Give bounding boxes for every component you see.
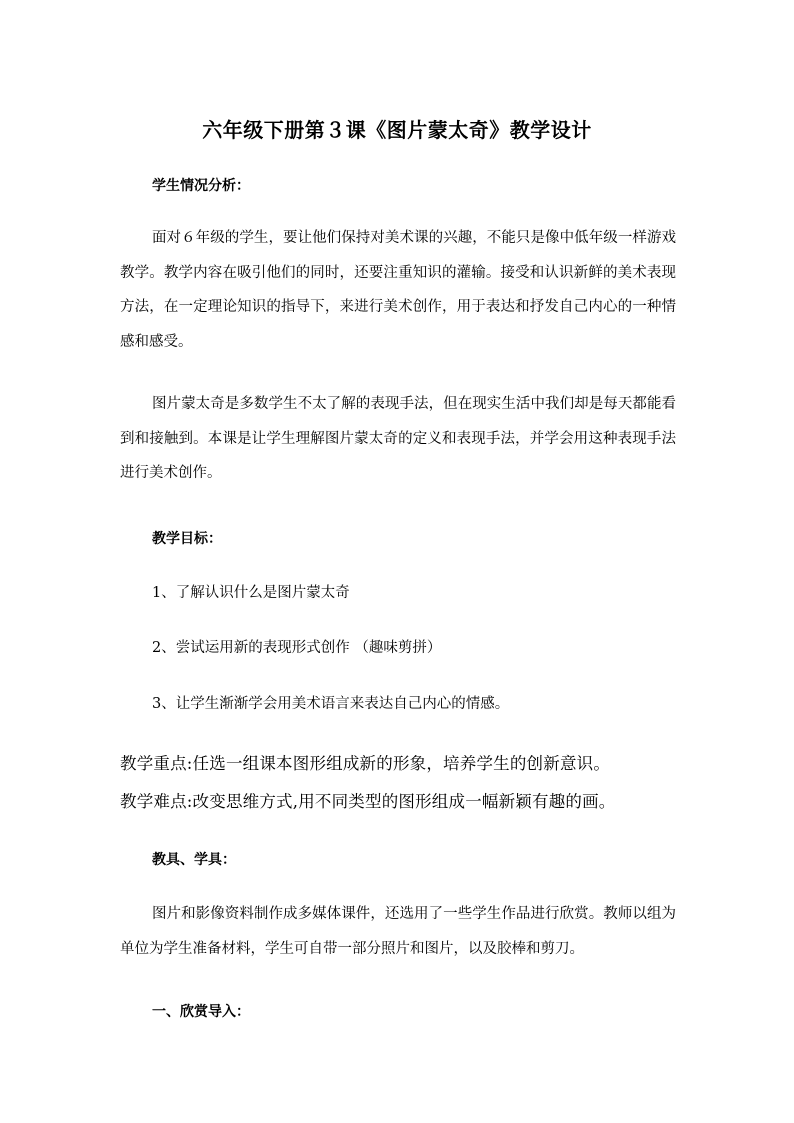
document-title: 六年级下册第３课《图片蒙太奇》教学设计 bbox=[202, 118, 592, 142]
materials-heading: 教具、学具： bbox=[152, 852, 236, 868]
objective-item-1: 1、了解认识什么是图片蒙太奇 bbox=[152, 585, 350, 601]
section-1-heading: 一、欣赏导入： bbox=[152, 1004, 250, 1020]
difficult-point-line: 教学难点:改变思维方式,用不同类型的图形组成一幅新颖有趣的画。 bbox=[120, 792, 616, 811]
objectives-heading: 教学目标： bbox=[152, 531, 222, 547]
student-analysis-paragraph-1: 面对６年级的学生，要让他们保持对美术课的兴趣，不能只是像中低年级一样游戏教学。教学内容在吸引他们的同时，还要注重知识的灌输。接受和认识新鲜的美术表现方法，在一定理论知识的指导下，来进行美术创作，用于表达和抒发自己内心的一种情感和感受。 bbox=[120, 230, 676, 350]
key-point-line: 教学重点:任选一组课本图形组成新的形象，培养学生的创新意识。 bbox=[120, 754, 611, 773]
student-analysis-heading: 学生情况分析： bbox=[152, 178, 250, 194]
student-analysis-paragraph-2: 图片蒙太奇是多数学生不太了解的表现手法，但在现实生活中我们却是每天都能看到和接触到。本课是让学生理解图片蒙太奇的定义和表现手法，并学会用这种表现手法进行美术创作。 bbox=[120, 396, 676, 481]
objective-item-2: 2、尝试运用新的表现形式创作 （趣味剪拼） bbox=[152, 640, 442, 656]
objective-item-3: 3、让学生渐渐学会用美术语言来表达自己内心的情感。 bbox=[152, 696, 510, 712]
materials-paragraph: 图片和影像资料制作成多媒体课件，还选用了一些学生作品进行欣赏。教师以组为单位为学生准备材料，学生可自带一部分照片和图片，以及胶棒和剪刀。 bbox=[120, 906, 676, 957]
